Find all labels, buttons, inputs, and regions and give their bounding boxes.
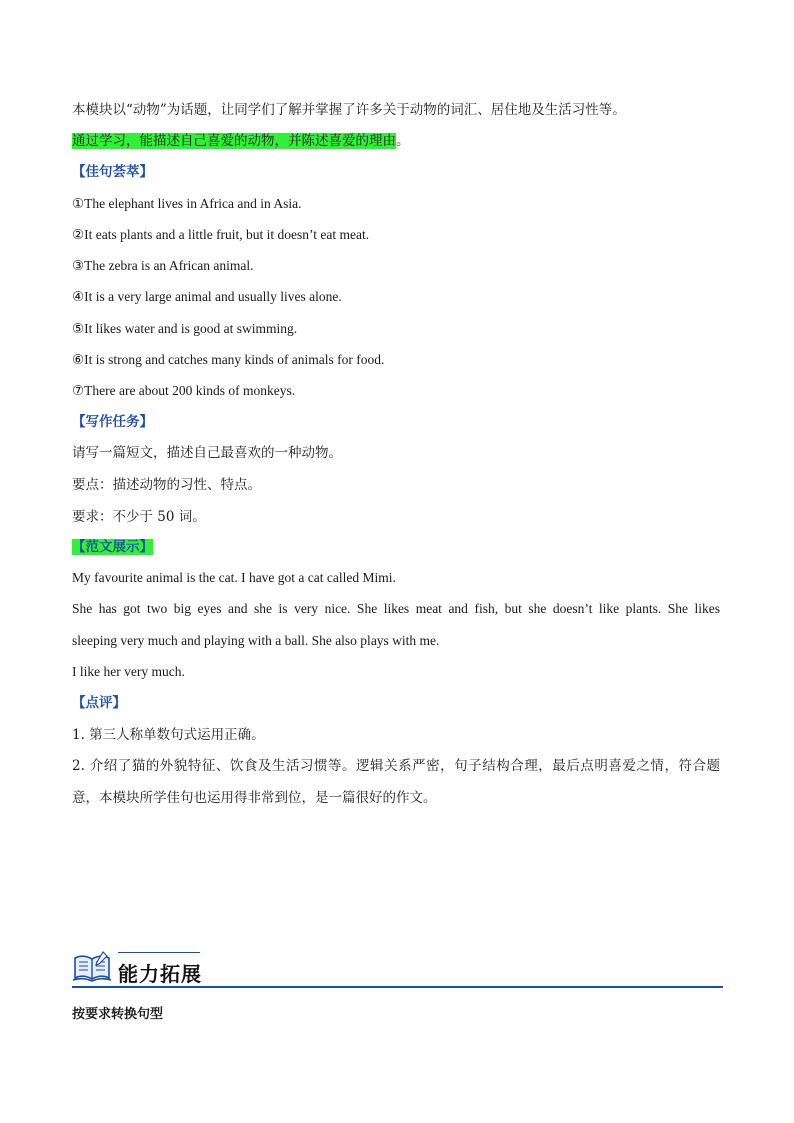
sentences-heading: 【佳句荟萃】 <box>72 164 153 180</box>
review-point-2-cont: 意，本模块所学佳句也运用得非常到位，是一篇很好的作文。 <box>72 790 437 806</box>
learning-goal <box>72 131 720 151</box>
sample-heading-highlight: 【范文展示】 <box>72 539 153 555</box>
task-points: 要点：描述动物的习性、特点。 <box>72 477 261 493</box>
intro-text: 本模块以“动物”为话题，让同学们了解并掌握了许多关于动物的词汇、居住地及生活习性等。 <box>72 102 626 118</box>
goal-end: 。 <box>396 133 410 149</box>
sentence-item: ④It is a very large animal and usually lives alone. <box>72 289 342 304</box>
sentence-item: ①The elephant lives in Africa and in Asia. <box>72 196 302 211</box>
open-book-icon <box>72 950 112 984</box>
task-line: 请写一篇短文，描述自己最喜欢的一种动物。 <box>72 445 342 461</box>
sentence-item: ⑥It is strong and catches many kinds of animals for food. <box>72 352 385 367</box>
sentence-item: ⑤It likes water and is good at swimming. <box>72 321 298 336</box>
review-point-2: 2. 介绍了猫的外貌特征、饮食及生活习惯等。逻辑关系严密，句子结构合理，最后点明喜爱之情，符合题 <box>72 758 720 774</box>
header-bottom-rule <box>72 986 723 988</box>
sample-line: She has got two big eyes and she is very nice. She likes meat and fish, but she doesn’t like plants. She likes <box>72 601 720 616</box>
header-top-rule <box>118 952 200 953</box>
sample-line: My favourite animal is the cat. I have got a cat called Mimi. <box>72 570 396 585</box>
task-requirement: 要求：不少于 50 词。 <box>72 509 206 525</box>
goal-highlight: 通过学习，能描述自己喜爱的动物，并陈述喜爱的理由 <box>72 133 396 149</box>
review-point-1: 1. 第三人称单数句式运用正确。 <box>72 727 265 743</box>
sample-line: I like her very much. <box>72 664 185 679</box>
review-heading: 【点评】 <box>72 695 126 711</box>
sample-heading <box>72 537 720 557</box>
exercise-heading: 按要求转换句型 <box>72 1007 164 1022</box>
sample-line: sleeping very much and playing with a ball. She also plays with me. <box>72 633 440 648</box>
ability-title: 能力拓展 <box>118 962 202 986</box>
sentence-item: ⑦There are about 200 kinds of monkeys. <box>72 383 296 398</box>
sentence-item: ②It eats plants and a little fruit, but it doesn’t eat meat. <box>72 227 370 242</box>
sentence-item: ③The zebra is an African animal. <box>72 258 254 273</box>
task-heading: 【写作任务】 <box>72 414 153 430</box>
ability-section-header <box>72 946 722 990</box>
